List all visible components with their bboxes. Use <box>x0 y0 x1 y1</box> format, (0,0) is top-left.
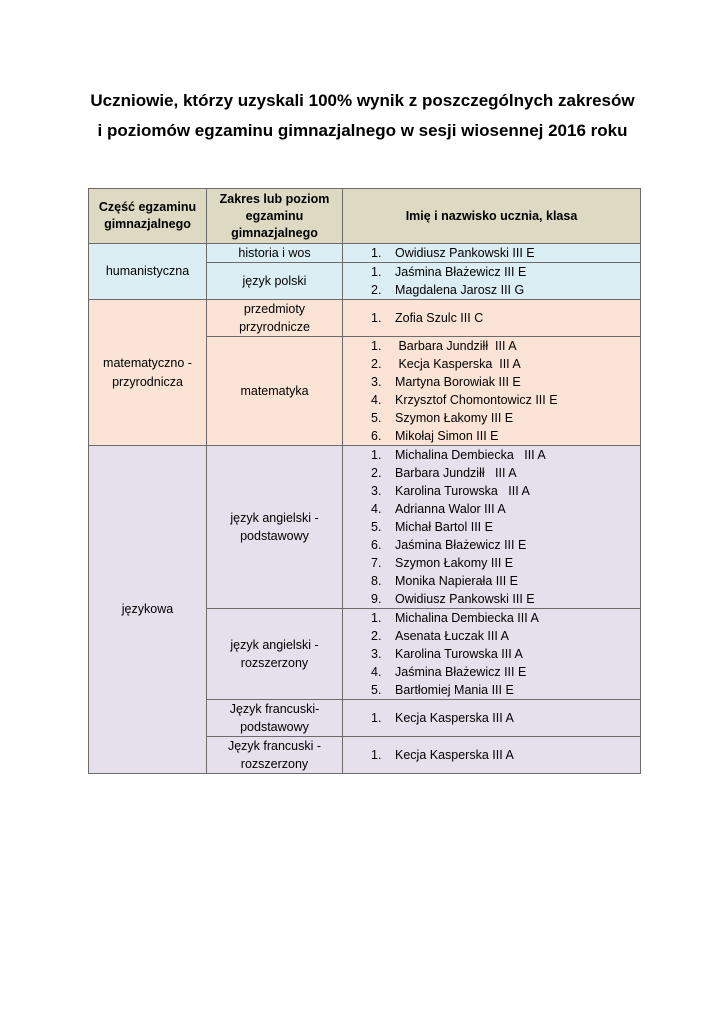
student-name: Michał Bartol III E <box>395 520 493 534</box>
student-list-item <box>371 609 640 627</box>
student-name: Bartłomiej Mania III E <box>395 683 514 697</box>
student-name: Adrianna Walor III A <box>395 502 506 516</box>
exam-range-cell: język angielski - podstawowy <box>207 446 343 609</box>
table-row <box>89 300 641 337</box>
exam-range-cell: historia i wos <box>207 244 343 263</box>
student-name: Szymon Łakomy III E <box>395 556 514 570</box>
results-table <box>88 188 641 774</box>
student-list-item <box>371 681 640 699</box>
header-range: Zakres lub poziom egzaminu gimnazjalnego <box>207 189 343 244</box>
list-number: 8. <box>371 574 382 588</box>
exam-range-cell: język angielski - rozszerzony <box>207 609 343 700</box>
student-name: Michalina Dembiecka III A <box>395 611 539 625</box>
exam-range-cell: język polski <box>207 263 343 300</box>
table-row <box>89 446 641 609</box>
student-list <box>371 337 640 445</box>
student-list <box>371 609 640 699</box>
list-number: 1. <box>371 339 382 353</box>
document-title <box>40 86 685 146</box>
student-list-item <box>371 244 640 262</box>
list-number: 4. <box>371 502 382 516</box>
exam-range-cell: matematyka <box>207 337 343 446</box>
exam-range-cell: przedmioty przyrodnicze <box>207 300 343 337</box>
student-list <box>371 746 640 764</box>
student-name: Martyna Borowiak III E <box>395 375 521 389</box>
students-cell <box>343 446 641 609</box>
students-cell <box>343 263 641 300</box>
student-name: Jaśmina Błażewicz III E <box>395 265 527 279</box>
student-name: Barbara Jundziłł III A <box>395 466 517 480</box>
students-cell <box>343 300 641 337</box>
student-list <box>371 309 640 327</box>
student-list-item <box>371 554 640 572</box>
student-name: Karolina Turowska III A <box>395 647 523 661</box>
student-list-item <box>371 746 640 764</box>
list-number: 2. <box>371 466 382 480</box>
student-name: Mikołaj Simon III E <box>395 429 499 443</box>
list-number: 1. <box>371 611 382 625</box>
list-number: 1. <box>371 748 382 762</box>
list-number: 5. <box>371 520 382 534</box>
table-body <box>89 244 641 774</box>
student-list-item <box>371 263 640 281</box>
student-name: Jaśmina Błażewicz III E <box>395 665 527 679</box>
table-row <box>89 244 641 263</box>
student-list <box>371 263 640 299</box>
student-name: Kecja Kasperska III A <box>395 357 521 371</box>
title-line-2: i poziomów egzaminu gimnazjalnego w sesji wiosennej 2016 roku <box>97 121 628 140</box>
list-number: 3. <box>371 484 382 498</box>
list-number: 3. <box>371 647 382 661</box>
list-number: 1. <box>371 448 382 462</box>
list-number: 6. <box>371 538 382 552</box>
student-list <box>371 709 640 727</box>
student-name: Michalina Dembiecka III A <box>395 448 546 462</box>
student-list-item <box>371 464 640 482</box>
student-list-item <box>371 446 640 464</box>
header-row <box>89 189 641 244</box>
student-list-item <box>371 355 640 373</box>
student-name: Zofia Szulc III C <box>395 311 484 325</box>
list-number: 2. <box>371 357 382 371</box>
list-number: 1. <box>371 311 382 325</box>
students-cell <box>343 609 641 700</box>
student-list-item <box>371 391 640 409</box>
exam-part-cell: humanistyczna <box>89 244 207 300</box>
list-number: 6. <box>371 429 382 443</box>
list-number: 5. <box>371 683 382 697</box>
student-list-item <box>371 663 640 681</box>
students-cell <box>343 737 641 774</box>
list-number: 2. <box>371 283 382 297</box>
student-name: Magdalena Jarosz III G <box>395 283 525 297</box>
student-name: Owidiusz Pankowski III E <box>395 592 535 606</box>
student-name: Jaśmina Błażewicz III E <box>395 538 527 552</box>
header-part: Część egzaminu gimnazjalnego <box>89 189 207 244</box>
student-list-item <box>371 500 640 518</box>
student-list-item <box>371 309 640 327</box>
student-list <box>371 244 640 262</box>
exam-range-cell: Język francuski- podstawowy <box>207 700 343 737</box>
student-list-item <box>371 518 640 536</box>
list-number: 7. <box>371 556 382 570</box>
student-list-item <box>371 409 640 427</box>
student-list-item <box>371 536 640 554</box>
student-name: Owidiusz Pankowski III E <box>395 246 535 260</box>
student-name: Barbara Jundziłł III A <box>395 339 517 353</box>
exam-range-cell: Język francuski - rozszerzony <box>207 737 343 774</box>
student-name: Szymon Łakomy III E <box>395 411 514 425</box>
students-cell <box>343 244 641 263</box>
student-list-item <box>371 645 640 663</box>
student-list-item <box>371 709 640 727</box>
student-list-item <box>371 627 640 645</box>
title-line-1: Uczniowie, którzy uzyskali 100% wynik z poszczególnych zakresów <box>90 91 635 110</box>
student-list <box>371 446 640 608</box>
student-name: Kecja Kasperska III A <box>395 711 514 725</box>
students-cell <box>343 337 641 446</box>
students-cell <box>343 700 641 737</box>
student-list-item <box>371 281 640 299</box>
student-list-item <box>371 572 640 590</box>
exam-part-cell: językowa <box>89 446 207 774</box>
list-number: 4. <box>371 393 382 407</box>
student-list-item <box>371 337 640 355</box>
student-list-item <box>371 373 640 391</box>
student-name: Asenata Łuczak III A <box>395 629 509 643</box>
header-students: Imię i nazwisko ucznia, klasa <box>343 189 641 244</box>
list-number: 5. <box>371 411 382 425</box>
student-name: Krzysztof Chomontowicz III E <box>395 393 558 407</box>
list-number: 3. <box>371 375 382 389</box>
student-name: Karolina Turowska III A <box>395 484 530 498</box>
student-list-item <box>371 427 640 445</box>
list-number: 2. <box>371 629 382 643</box>
student-list-item <box>371 590 640 608</box>
list-number: 1. <box>371 246 382 260</box>
student-list-item <box>371 482 640 500</box>
student-name: Kecja Kasperska III A <box>395 748 514 762</box>
list-number: 1. <box>371 265 382 279</box>
list-number: 9. <box>371 592 382 606</box>
student-name: Monika Napierała III E <box>395 574 518 588</box>
exam-part-cell: matematyczno - przyrodnicza <box>89 300 207 446</box>
list-number: 1. <box>371 711 382 725</box>
list-number: 4. <box>371 665 382 679</box>
